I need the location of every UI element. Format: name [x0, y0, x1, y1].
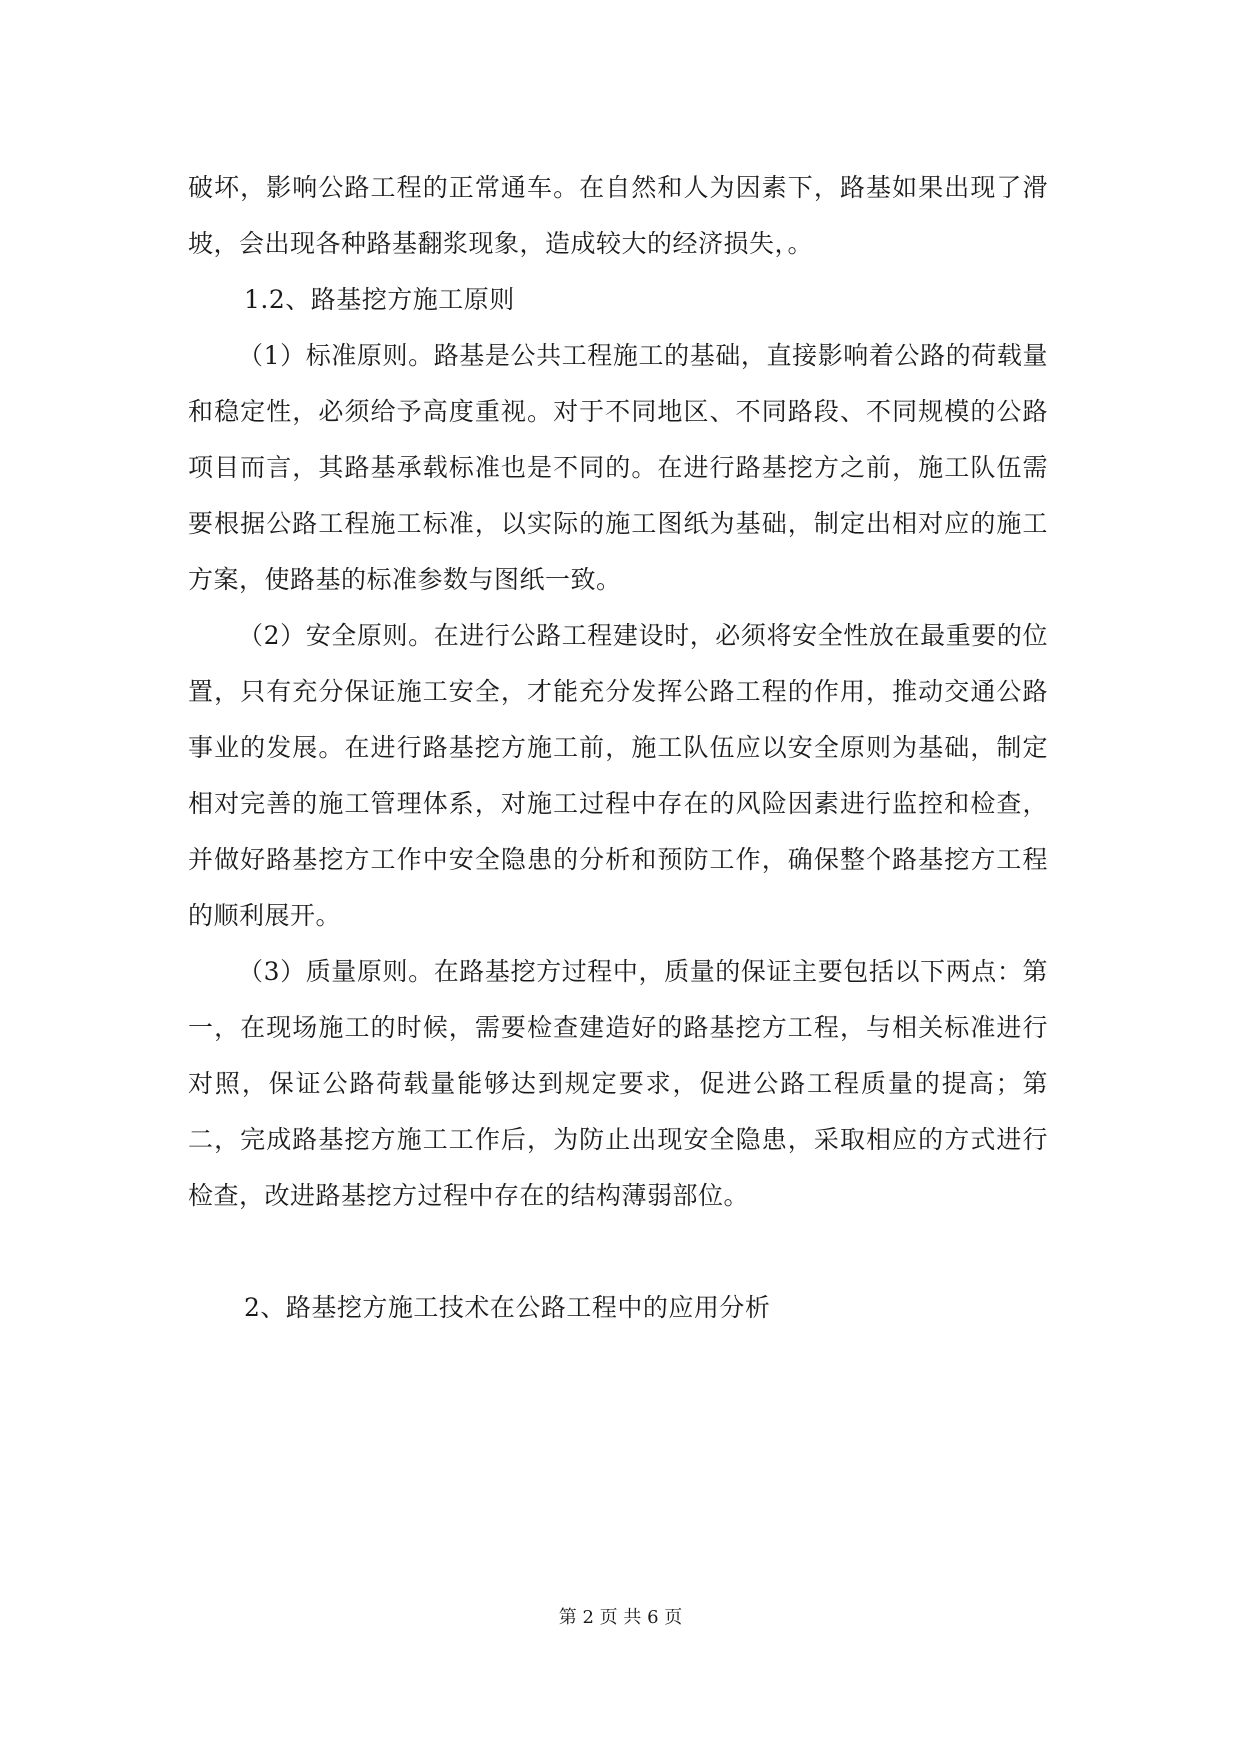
paragraph-safety-principle: （2）安全原则。在进行公路工程建设时，必须将安全性放在最重要的位置，只有充分保证施工安全，才能充分发挥公路工程的作用，推动交通公路事业的发展。在进行路基挖方施工前，施工队伍应以安全原则为基础，制定相对完善的施工管理体系，对施工过程中存在的风险因素进行监控和检查，并做好路基挖方工作中安全隐患的分析和预防工作，确保整个路基挖方工程的顺利展开。	[188, 621, 1048, 930]
document-body	[188, 160, 1048, 1336]
paragraph-quality-principle: （3）质量原则。在路基挖方过程中，质量的保证主要包括以下两点：第一，在现场施工的时候，需要检查建造好的路基挖方工程，与相关标准进行对照，保证公路荷载量能够达到规定要求，促进公路工程质量的提高；第二，完成路基挖方施工工作后，为防止出现安全隐患，采取相应的方式进行检查，改进路基挖方过程中存在的结构薄弱部位。	[188, 957, 1048, 1210]
subsection-heading-1-2: 1.2、路基挖方施工原则	[244, 285, 515, 314]
section-spacer	[188, 1224, 1048, 1280]
paragraph-standard-principle: （1）标准原则。路基是公共工程施工的基础，直接影响着公路的荷载量和稳定性，必须给予高度重视。对于不同地区、不同路段、不同规模的公路项目而言，其路基承载标准也是不同的。在进行路基挖方之前，施工队伍需要根据公路工程施工标准，以实际的施工图纸为基础，制定出相对应的施工方案，使路基的标准参数与图纸一致。	[188, 341, 1048, 594]
section-heading-2: 2、路基挖方施工技术在公路工程中的应用分析	[244, 1293, 771, 1322]
page-number-footer: 第 2 页 共 6 页	[558, 1607, 683, 1628]
paragraph-continuation: 破坏，影响公路工程的正常通车。在自然和人为因素下，路基如果出现了滑坡，会出现各种路基翻浆现象，造成较大的经济损失，。	[188, 173, 1048, 258]
